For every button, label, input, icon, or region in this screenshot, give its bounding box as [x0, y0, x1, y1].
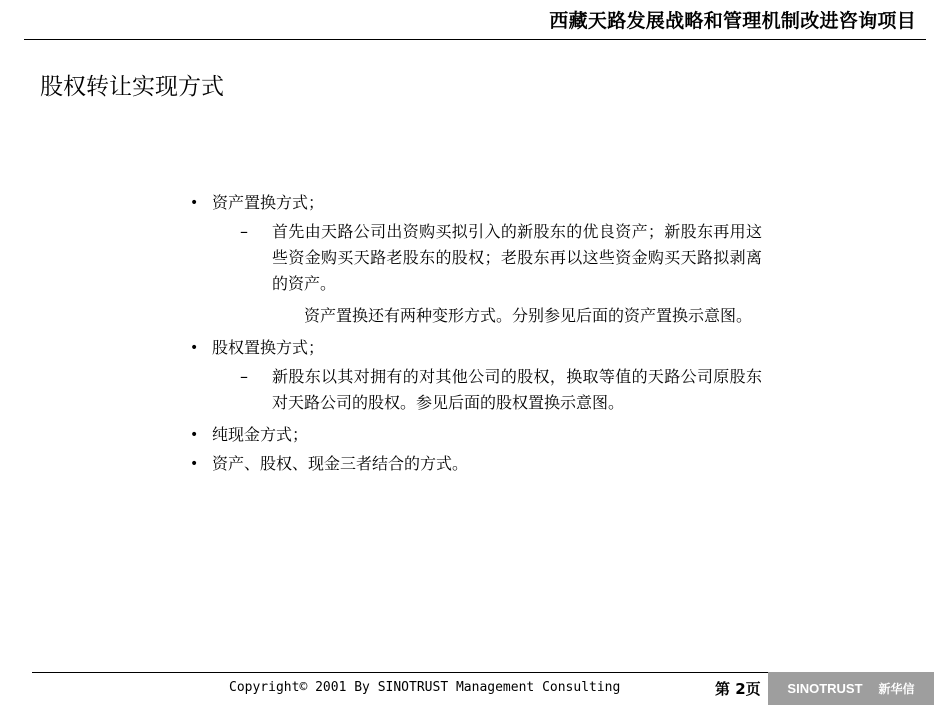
page-number: 第 2页 [715, 680, 761, 698]
dash-icon: – [240, 222, 248, 241]
bullet-item-cash [190, 422, 770, 448]
bullet-item-asset-swap [190, 190, 770, 216]
brand-name-en: SINOTRUST [787, 681, 863, 696]
brand-name-cn: 新华信 [878, 682, 915, 696]
header-divider [24, 39, 926, 40]
bullet-label: 纯现金方式； [212, 425, 309, 444]
bullet-label: 资产、股权、现金三者结合的方式。 [212, 454, 469, 473]
bullet-item-equity-swap [190, 335, 770, 361]
sub-paragraph-asset-swap-variants: 资产置换还有两种变形方式。分别参见后面的资产置换示意图。 [304, 306, 753, 325]
sub-item-text: 新股东以其对拥有的对其他公司的股权，换取等值的天路公司原股东对天路公司的股权。参见后面的股权置换示意图。 [272, 367, 762, 412]
brand-logo [768, 672, 934, 705]
bullet-label: 资产置换方式； [212, 193, 325, 212]
content-body [190, 190, 770, 480]
footer-copyright: Copyright© 2001 By SINOTRUST Management Consulting [229, 680, 621, 695]
bullet-icon: • [190, 456, 199, 472]
bullet-icon: • [190, 195, 199, 211]
bullet-icon: • [190, 427, 199, 443]
bullet-item-combined [190, 451, 770, 477]
bullet-icon: • [190, 340, 199, 356]
dash-icon: – [240, 367, 248, 386]
sub-item-asset-swap-steps [240, 219, 762, 297]
sub-item-equity-swap-steps [240, 364, 762, 416]
page-title: 股权转让实现方式 [40, 74, 224, 100]
header-title: 西藏天路发展战略和管理机制改进咨询项目 [549, 10, 916, 32]
bullet-label: 股权置换方式； [212, 338, 325, 357]
sub-item-text: 首先由天路公司出资购买拟引入的新股东的优良资产；新股东再用这些资金购买天路老股东的股权；老股东再以这些资金购买天路拟剥离的资产。 [272, 222, 762, 293]
